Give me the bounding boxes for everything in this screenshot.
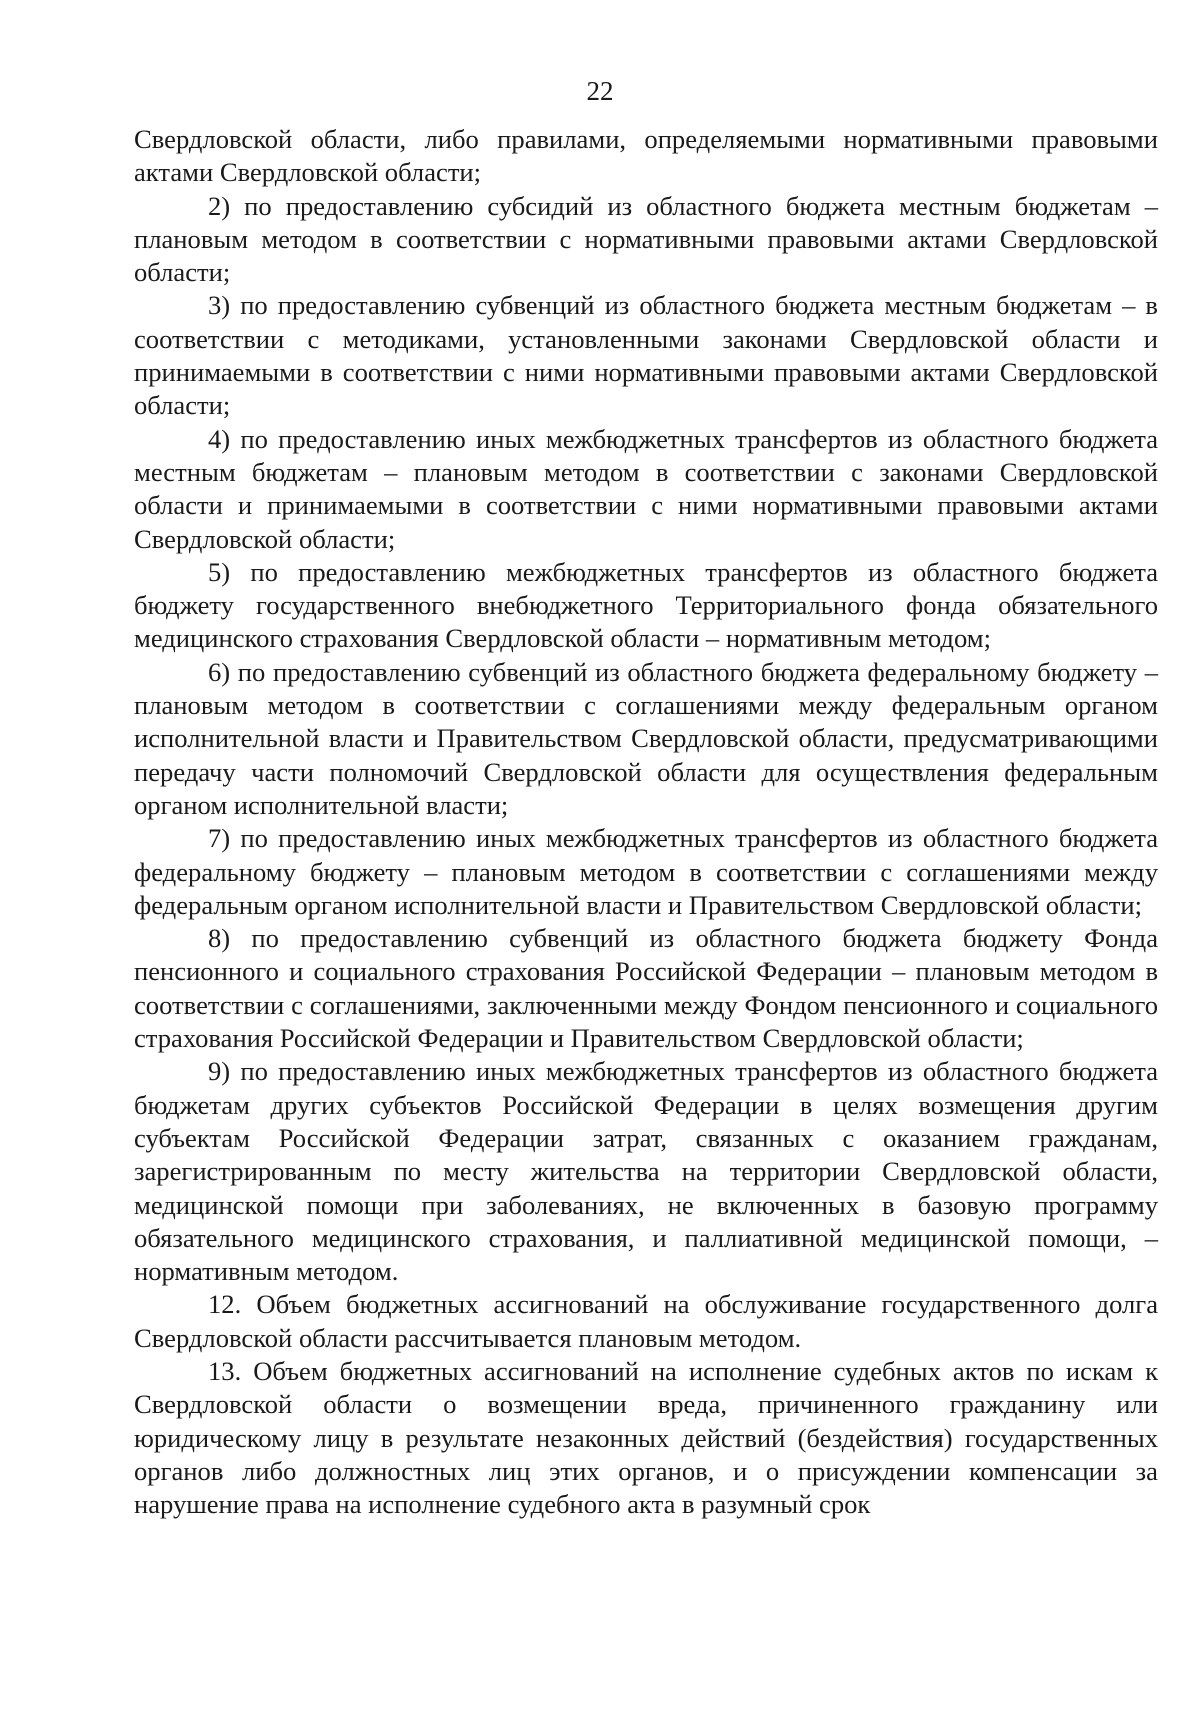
paragraph-item-8: 8) по предоставлению субвенций из областного бюджета бюджету Фонда пенсионного и социального страхования Российской Федерации – плановым методом в соответствии с соглашениями, заключенными между Фондом пенсионного и социального страхования Российской Федерации и Правительством Свердловской области;: [134, 923, 1158, 1054]
paragraph-item-3: 3) по предоставлению субвенций из областного бюджета местным бюджетам – в соответствии с методиками, установленными законами Свердловской области и принимаемыми в соответствии с ними нормативными правовыми актами Свердловской области;: [134, 290, 1158, 421]
page-number: 22: [586, 76, 614, 106]
paragraph-item-6: 6) по предоставлению субвенций из областного бюджета федеральному бюджету – плановым методом в соответствии с соглашениями между федеральным органом исполнительной власти и Правительством Свердловской области, предусматривающими передачу части полномочий Свердловской области для осуществления федеральным органом исполнительной власти;: [134, 656, 1158, 820]
paragraph-section-12: 12. Объем бюджетных ассигнований на обслуживание государственного долга Свердловской области рассчитывается плановым методом.: [134, 1289, 1158, 1353]
paragraph-item-5: 5) по предоставлению межбюджетных трансфертов из областного бюджета бюджету государственного внебюджетного Территориального фонда обязательного медицинского страхования Свердловской области – нормативным методом;: [134, 556, 1158, 654]
paragraph-continuation: Свердловской области, либо правилами, определяемыми нормативными правовыми актами Свердловской области;: [134, 124, 1158, 188]
paragraph-item-9: 9) по предоставлению иных межбюджетных трансфертов из областного бюджета бюджетам других субъектов Российской Федерации в целях возмещения другим субъектам Российской Федерации затрат, связанных с оказанием гражданам, зарегистрированным по месту жительства на территории Свердловской области, медицинской помощи при заболеваниях, не включенных в базовую программу обязательного медицинского страхования, и паллиативной медицинской помощи, – нормативным методом.: [134, 1056, 1158, 1287]
paragraph-item-4: 4) по предоставлению иных межбюджетных трансфертов из областного бюджета местным бюджетам – плановым методом в соответствии с законами Свердловской области и принимаемыми в соответствии с ними нормативными правовыми актами Свердловской области;: [134, 423, 1158, 554]
document-body: [134, 123, 1158, 1521]
paragraph-section-13: 13. Объем бюджетных ассигнований на исполнение судебных актов по искам к Свердловской области о возмещении вреда, причиненного гражданину или юридическому лицу в результате незаконных действий (бездействия) государственных органов либо должностных лиц этих органов, и о присуждении компенсации за нарушение права на исполнение судебного акта в разумный срок: [134, 1355, 1158, 1520]
paragraph-item-2: 2) по предоставлению субсидий из областного бюджета местным бюджетам – плановым методом в соответствии с нормативными правовыми актами Свердловской области;: [134, 190, 1158, 288]
paragraph-item-7: 7) по предоставлению иных межбюджетных трансфертов из областного бюджета федеральному бюджету – плановым методом в соответствии с соглашениями между федеральным органом исполнительной власти и Правительством Свердловской области;: [134, 823, 1158, 920]
